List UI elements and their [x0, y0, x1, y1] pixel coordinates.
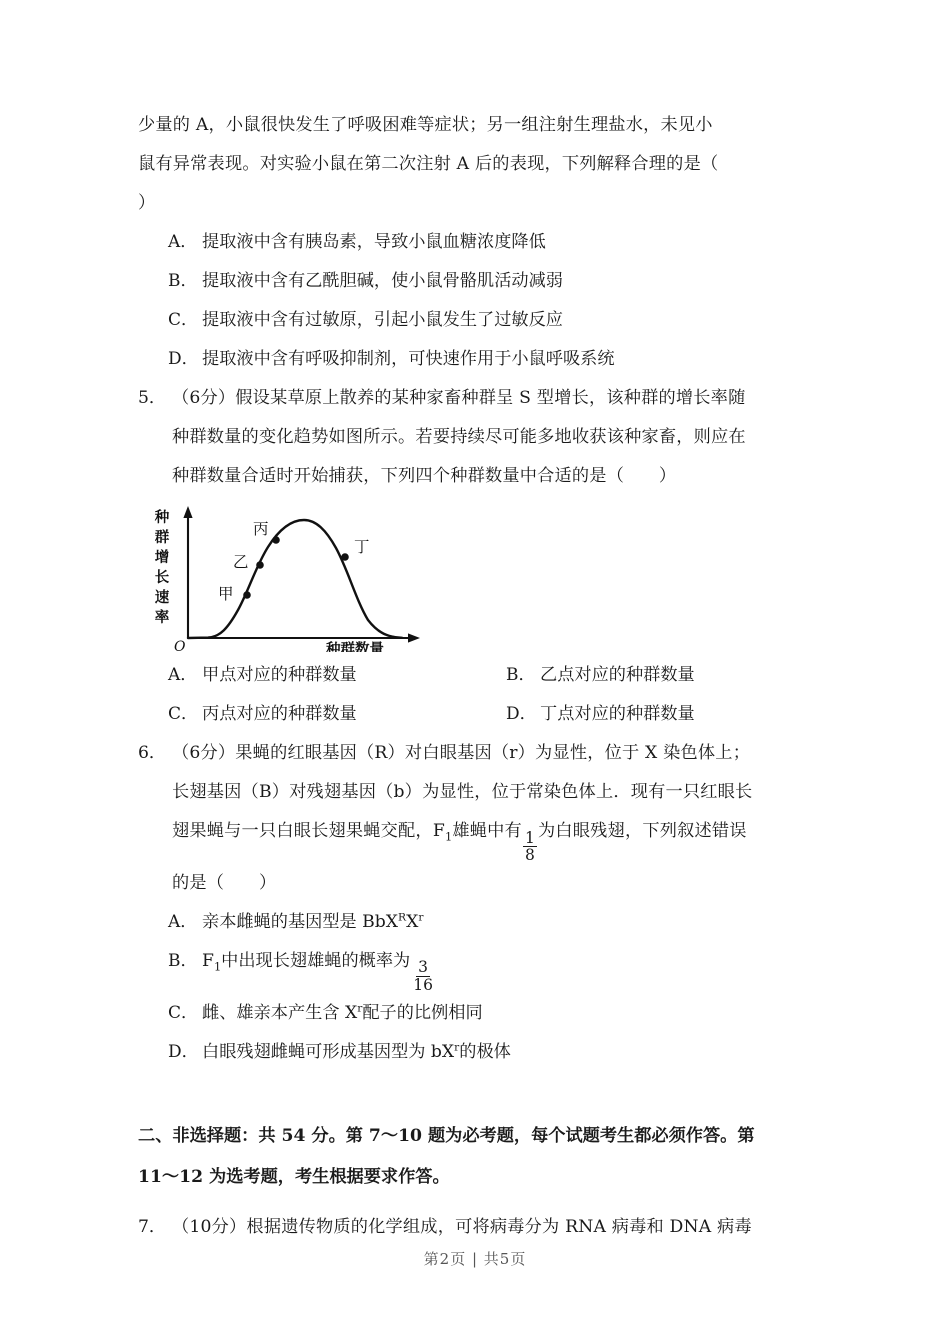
q6-option-b-label: B．	[168, 950, 198, 971]
svg-text:率: 率	[154, 610, 170, 626]
q6-option-a-text-b: X	[406, 911, 419, 932]
q4-option-a-text: 提取液中含有胰岛素，导致小鼠血糖浓度降低	[202, 232, 546, 252]
q4-option-c-text: 提取液中含有过敏原，引起小鼠发生了过敏反应	[202, 310, 563, 330]
data-point-ding	[341, 553, 349, 561]
x-axis-arrowhead	[408, 633, 420, 642]
q6-option-c-text-b: 配子的比例相同	[362, 1002, 483, 1023]
q6-line-1: （6分）果蝇的红眼基因（R）对白眼基因（r）为显性，位于 X 染色体上；	[172, 743, 751, 763]
q6-line-3-part-a: 翅果蝇与一只白眼长翅果蝇交配，F	[172, 821, 445, 841]
point-label-ding: 丁	[354, 538, 370, 556]
q4-line-3: ）	[138, 193, 156, 213]
q5-option-c-label: C．	[168, 704, 199, 724]
q6-option-b-sub-1: 1	[213, 959, 222, 974]
q5-option-c-text: 丙点对应的种群数量	[202, 704, 357, 724]
q4-option-d-label: D．	[168, 349, 199, 369]
q5-options-row-1	[138, 656, 818, 695]
q6-line-3-part-c: 为白眼残翅，下列叙述错误	[538, 821, 747, 841]
q6-option-b-fraction-denominator: 16	[413, 976, 433, 995]
point-label-yi: 乙	[233, 553, 249, 571]
q7-number: 7．	[138, 1216, 167, 1237]
q5-option-b-label: B．	[506, 665, 536, 685]
q6-option-b-fraction-three-sixteenths	[411, 959, 435, 993]
q6-option-b-fraction-numerator: 3	[418, 958, 429, 977]
q6-option-a-text	[202, 903, 423, 942]
q5-body	[172, 379, 818, 496]
q6-number: 6．	[138, 743, 167, 763]
q6-option-d[interactable]	[138, 1033, 818, 1072]
q5-option-d-label: D．	[506, 704, 537, 724]
q6-line-4: 的是（ ）	[172, 872, 277, 893]
section-2-heading	[138, 1116, 818, 1198]
q6-line-3	[172, 812, 818, 864]
q6-body	[172, 734, 818, 903]
q7-spacer	[138, 1198, 818, 1208]
q5-line-3: 种群数量合适时开始捕获，下列四个种群数量中合适的是（ ）	[172, 466, 677, 486]
question-6	[138, 734, 818, 1072]
q6-option-d-label: D．	[168, 1041, 199, 1062]
q6-f1-subscript: 1	[444, 829, 453, 844]
q6-option-d-text-a: 白眼残翅雌蝇可形成基因型为 bX	[202, 1041, 455, 1062]
population-growth-rate-chart	[140, 502, 440, 652]
q4-option-c-label: C．	[168, 310, 199, 330]
q6-fraction-one-eighth	[523, 830, 537, 864]
svg-text:速: 速	[154, 590, 170, 606]
svg-text:种: 种	[154, 510, 170, 526]
q6-option-b[interactable]	[138, 942, 818, 994]
q6-option-d-text	[202, 1033, 511, 1072]
q5-option-a-label: A．	[168, 665, 198, 685]
q6-option-c-label: C．	[168, 1002, 199, 1023]
page-footer: 第2页 | 共5页	[423, 1250, 527, 1268]
q5-option-d[interactable]	[506, 695, 695, 734]
q4-line-1: 少量的 A，小鼠很快发生了呼吸困难等症状；另一组注射生理盐水，未见小	[138, 115, 713, 135]
q5-number: 5．	[138, 388, 167, 408]
q7-body	[172, 1208, 818, 1247]
q6-option-a-sup-R: R	[398, 910, 407, 924]
q6-option-d-text-b: 的极体	[459, 1041, 511, 1062]
q6-option-b-text-b: 中出现长翅雄蝇的概率为	[221, 950, 411, 971]
q6-line-3-part-b: 雄蝇中有	[452, 821, 522, 841]
q5-option-b[interactable]	[506, 656, 695, 695]
q5-line-2: 种群数量的变化趋势如图所示。若要持续尽可能多地收获该种家畜，则应在	[172, 427, 746, 447]
point-label-jia: 甲	[218, 585, 234, 603]
q5-figure-container	[138, 502, 818, 652]
q6-option-a[interactable]	[138, 903, 818, 942]
data-point-jia	[243, 591, 251, 599]
q4-option-c[interactable]	[138, 301, 818, 340]
q5-option-d-text: 丁点对应的种群数量	[540, 704, 695, 724]
content-block	[138, 106, 818, 1247]
q6-option-c-text	[202, 994, 483, 1033]
q6-option-c-text-a: 雌、雄亲本产生含 X	[202, 1002, 358, 1023]
q4-option-d-text: 提取液中含有呼吸抑制剂，可快速作用于小鼠呼吸系统	[202, 349, 615, 369]
point-label-bing: 丙	[253, 520, 269, 538]
q5-option-a[interactable]	[168, 656, 506, 695]
chart-xlabel: 种群数量	[326, 642, 384, 652]
svg-text:长: 长	[154, 570, 170, 586]
data-point-bing	[272, 536, 280, 544]
chart-origin-label: O	[174, 639, 186, 652]
q6-option-a-sup-r: r	[418, 910, 424, 924]
q4-option-b[interactable]	[138, 262, 818, 301]
q7-line-1: （10分）根据遗传物质的化学组成，可将病毒分为 RNA 病毒和 DNA 病毒	[172, 1216, 752, 1237]
q4-option-a[interactable]	[138, 223, 818, 262]
q6-option-c-sup-r: r	[357, 1001, 363, 1015]
q6-option-c[interactable]	[138, 994, 818, 1033]
growth-rate-curve	[188, 520, 402, 638]
svg-text:群: 群	[154, 530, 170, 546]
q6-option-b-text	[202, 942, 436, 994]
chart-ylabel	[154, 508, 170, 626]
data-point-yi	[256, 561, 264, 569]
q4-option-b-text: 提取液中含有乙酰胆碱，使小鼠骨骼肌活动减弱	[202, 271, 563, 291]
q5-options-row-2	[138, 695, 818, 734]
q6-option-a-text-a: 亲本雌蝇的基因型是 BbX	[202, 911, 399, 932]
q4-line-2: 鼠有异常表现。对实验小鼠在第二次注射 A 后的表现，下列解释合理的是（	[138, 154, 719, 174]
q5-option-c[interactable]	[168, 695, 506, 734]
q6-fraction-denominator: 8	[524, 846, 535, 865]
question-4-continued	[138, 106, 818, 379]
y-axis-arrowhead	[183, 506, 192, 518]
q4-option-b-label: B．	[168, 271, 198, 291]
section-spacer	[138, 1072, 818, 1116]
q4-option-d[interactable]	[138, 340, 818, 379]
section-2-line-1: 二、非选择题：共 54 分。第 7～10 题为必考题，每个试题考生都必须作答。第	[138, 1125, 755, 1146]
q5-option-a-text: 甲点对应的种群数量	[202, 665, 357, 685]
q5-option-b-text: 乙点对应的种群数量	[540, 665, 695, 685]
section-2-line-2: 11～12 为选考题，考生根据要求作答。	[138, 1166, 450, 1187]
q6-fraction-numerator: 1	[524, 828, 535, 847]
q6-option-b-text-a: F	[202, 950, 214, 971]
q5-line-1: （6分）假设某草原上散养的某种家畜种群呈 S 型增长，该种群的增长率随	[172, 388, 746, 408]
svg-text:增: 增	[154, 550, 170, 566]
q6-option-a-label: A．	[168, 911, 198, 932]
chart-svg	[140, 502, 440, 652]
question-7	[138, 1208, 818, 1247]
q6-line-2: 长翅基因（B）对残翅基因（b）为显性，位于常染色体上．现有一只红眼长	[172, 782, 753, 802]
q6-option-d-sup-r: r	[454, 1040, 460, 1054]
q4-option-a-label: A．	[168, 232, 198, 252]
question-5	[138, 379, 818, 734]
